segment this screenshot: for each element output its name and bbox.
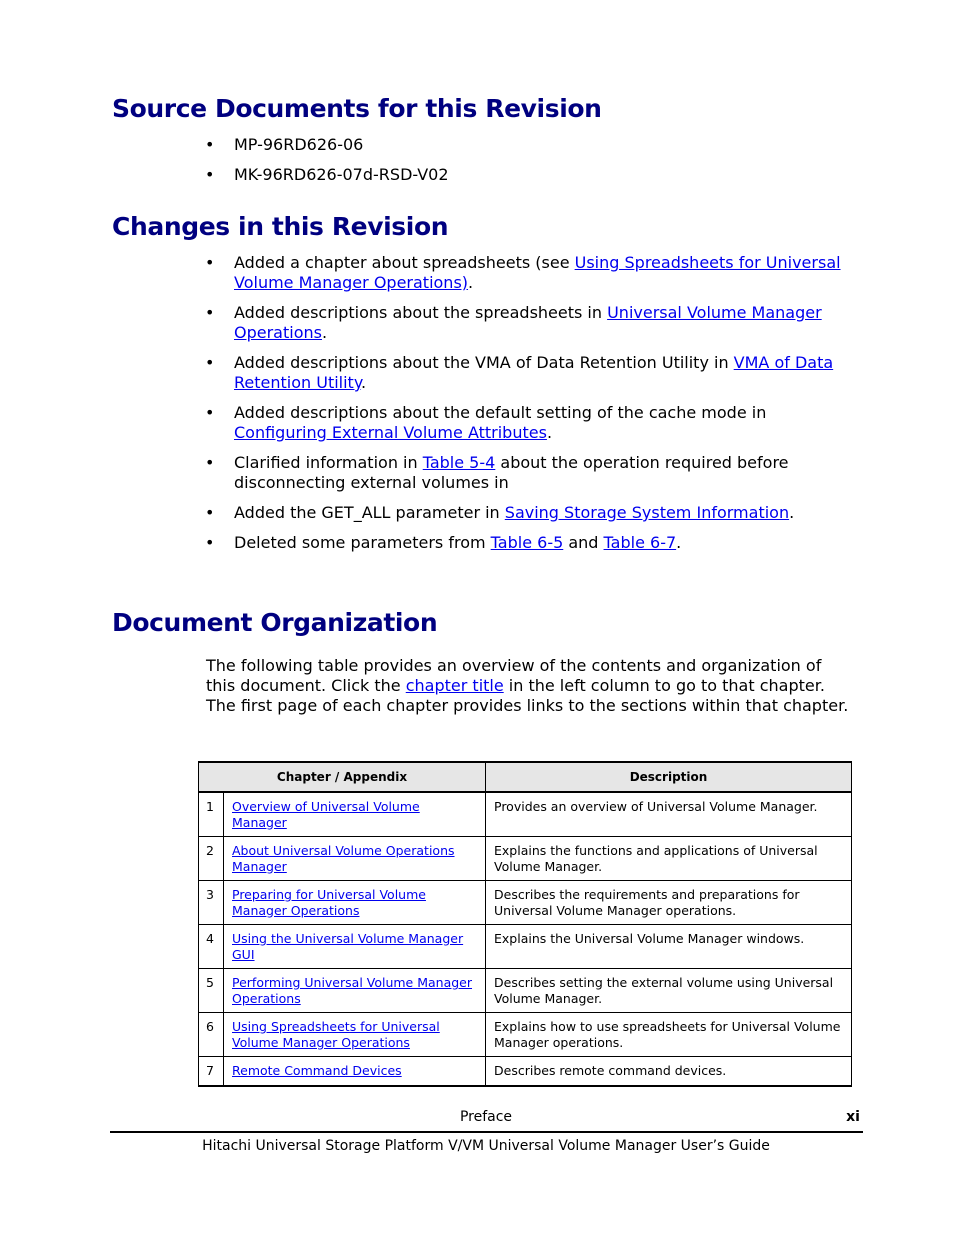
chapter-link[interactable]: Overview of Universal Volume Manager [232,799,420,830]
chapter-title-link[interactable]: chapter title [405,676,504,695]
document-organization-heading: Document Organization [112,608,438,637]
list-item [0,503,954,523]
table-row [199,792,852,837]
table-row [199,881,852,925]
list-item [0,453,954,493]
organization-paragraph [206,656,851,716]
chapter-link[interactable]: Performing Universal Volume Manager Operations [232,975,473,1006]
chapter-link[interactable]: Using the Universal Volume Manager GUI [232,931,464,962]
chapter-title-cell [224,792,486,837]
chapter-title-cell [224,881,486,925]
item-text: Added descriptions about the VMA of Data Retention Utility in [234,353,734,372]
list-item [0,403,954,443]
item-text: Added a chapter about spreadsheets (see [234,253,575,272]
list-item [0,353,954,393]
changes-list [0,253,954,563]
item-text: . [789,503,795,522]
configuring-external-volume-link[interactable]: Configuring External Volume Attributes [234,423,547,442]
list-item [0,303,954,343]
chapter-number: 4 [199,925,224,969]
paragraph-text: in the left column to go to that chapter. The first page of each chapter provides links to the sections within that chapter. [206,676,849,715]
list-item: • MP-96RD626-06 [0,135,954,155]
chapter-description: Describes the requirements and preparations for Universal Volume Manager operations. [486,881,852,925]
footer-section-label: Preface [459,1109,513,1125]
item-text: about the operation required before disconnecting external volumes in [234,453,789,492]
table-row [199,837,852,881]
chapter-title-cell [224,925,486,969]
table-6-7-link[interactable]: Table 6-7 [603,533,677,552]
changes-heading: Changes in this Revision [112,212,449,241]
saving-storage-system-link[interactable]: Saving Storage System Information [504,503,790,522]
description-column-header: Description [486,762,852,792]
table-6-5-link[interactable]: Table 6-5 [490,533,564,552]
item-text: . [468,273,474,292]
chapter-description: Explains the Universal Volume Manager windows. [486,925,852,969]
item-text: . [321,323,328,342]
table-5-4-link[interactable]: Table 5-4 [422,453,496,472]
chapter-description: Describes remote command devices. [486,1057,852,1086]
item-text: . [361,373,367,392]
chapter-title-cell [224,969,486,1013]
chapter-title-cell [224,1013,486,1057]
table-row [199,1013,852,1057]
source-documents-heading: Source Documents for this Revision [112,94,602,123]
page-number: xi [846,1109,860,1125]
table-row [199,969,852,1013]
chapter-title-cell [224,1057,486,1086]
chapter-number: 6 [199,1013,224,1057]
chapter-description: Provides an overview of Universal Volume Manager. [486,792,852,837]
spreadsheets-chapter-link[interactable]: Using Spreadsheets for Universal Volume Manager Operations) [234,253,841,292]
item-text: and [563,533,604,552]
item-text: Clarified information in [234,453,423,472]
vma-data-retention-link[interactable]: VMA of Data Retention Utility [234,353,834,392]
chapter-number: 1 [199,792,224,837]
chapter-link[interactable]: Preparing for Universal Volume Manager Operations [232,887,426,918]
item-text: . [676,533,682,552]
chapter-table [198,761,852,1087]
chapter-number: 5 [199,969,224,1013]
chapter-column-header: Chapter / Appendix [199,762,486,792]
list-item [0,253,954,293]
footer-document-title: Hitachi Universal Storage Platform V/VM Universal Volume Manager User’s Guide [202,1138,770,1154]
list-item: • MK-96RD626-07d-RSD-V02 [0,165,954,185]
paragraph-text: The following table provides an overview of the contents and organization of this document. Click the [206,656,822,695]
item-text: Added descriptions about the default setting of the cache mode in [234,403,767,422]
item-text: Added the GET_ALL parameter in [234,503,505,522]
chapter-link[interactable]: Remote Command Devices [232,1063,402,1078]
chapter-number: 3 [199,881,224,925]
footer-divider [110,1131,863,1133]
chapter-number: 2 [199,837,224,881]
uvm-operations-link[interactable]: Universal Volume Manager Operations [234,303,822,342]
chapter-description: Explains the functions and applications of Universal Volume Manager. [486,837,852,881]
item-text: . [546,423,553,442]
chapter-number: 7 [199,1057,224,1086]
table-header-row [199,762,852,792]
chapter-title-cell [224,837,486,881]
chapter-description: Describes setting the external volume using Universal Volume Manager. [486,969,852,1013]
item-text: Deleted some parameters from [234,533,491,552]
item-text: Added descriptions about the spreadsheets in [234,303,608,322]
chapter-link[interactable]: Using Spreadsheets for Universal Volume Manager Operations [232,1019,440,1050]
table-row [199,925,852,969]
source-documents-list [0,135,954,195]
chapter-description: Explains how to use spreadsheets for Universal Volume Manager operations. [486,1013,852,1057]
chapter-link[interactable]: About Universal Volume Operations Manager [232,843,455,874]
table-row [199,1057,852,1086]
list-item [0,533,954,553]
